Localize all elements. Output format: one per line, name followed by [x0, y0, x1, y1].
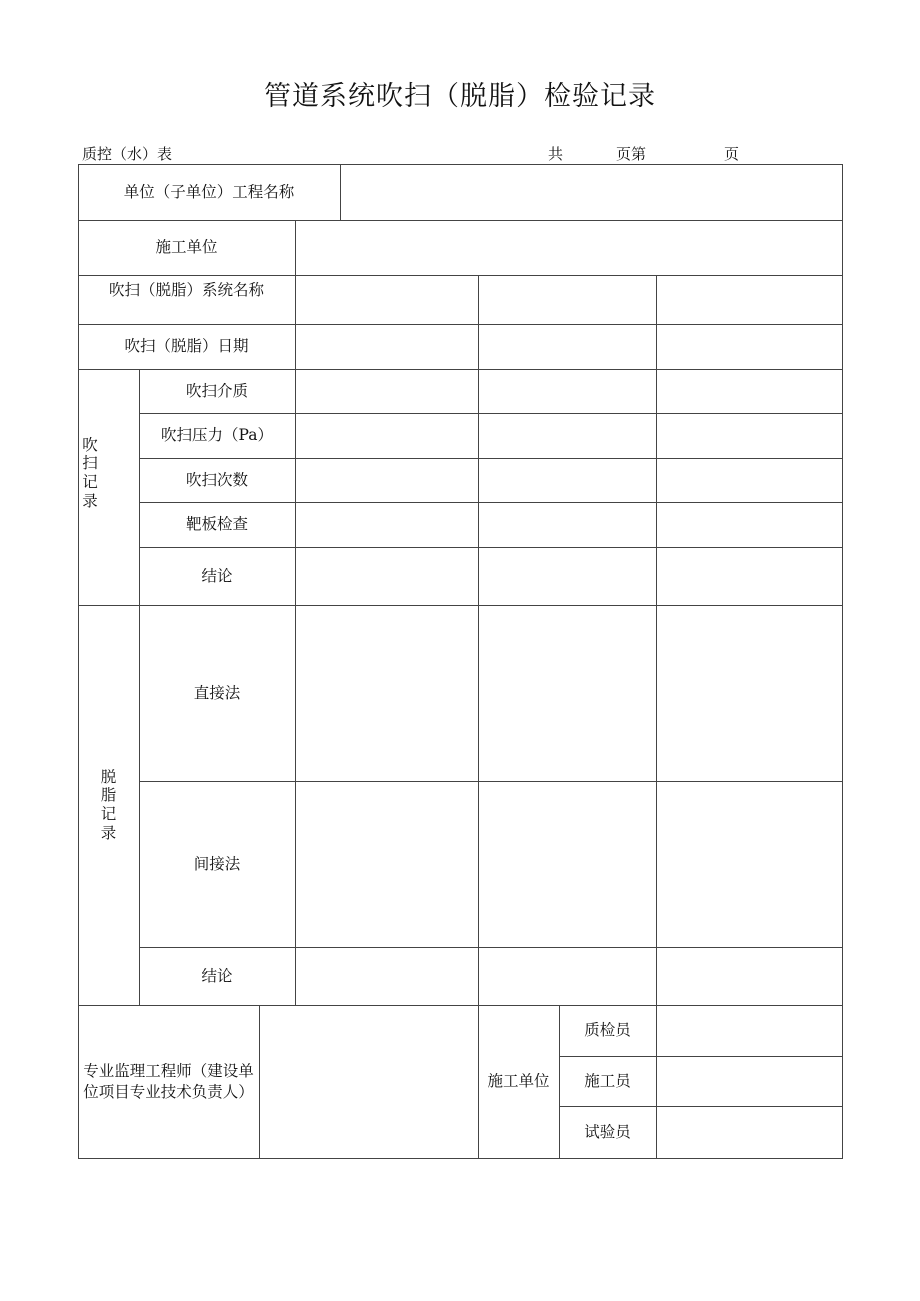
inspection-record-table	[78, 164, 843, 1159]
degrease-record-group-label: 脱 脂 记 录	[100, 767, 117, 842]
project-name-label: 单位（子单位）工程名称	[123, 182, 295, 201]
purge-conclusion-label: 结论	[201, 566, 233, 585]
target-check-label: 靶板检查	[185, 515, 248, 534]
project-name-field[interactable]	[341, 165, 842, 220]
purge-pressure-label: 吹扫压力（Pa）	[161, 426, 273, 445]
purge-record-group-label: 吹 扫 记 录	[82, 435, 98, 510]
purge-medium-label: 吹扫介质	[185, 381, 248, 400]
construction-unit-label: 施工单位	[155, 238, 218, 257]
direct-method-label: 直接法	[193, 683, 241, 702]
quality-inspector-label: 质检员	[584, 1021, 631, 1040]
form-code: 质控（水）表	[82, 145, 173, 163]
construction-unit-field[interactable]	[296, 221, 842, 275]
system-name-label: 吹扫（脱脂）系统名称	[108, 280, 264, 299]
current-page-label: 页第	[616, 145, 647, 163]
purge-times-label: 吹扫次数	[185, 470, 248, 489]
indirect-method-label: 间接法	[193, 854, 241, 873]
total-pages-label: 共	[548, 145, 564, 163]
builder-label: 施工员	[584, 1071, 631, 1090]
supervisor-signature-field[interactable]	[260, 1006, 478, 1158]
form-header	[82, 143, 842, 165]
tester-label: 试验员	[584, 1122, 631, 1141]
document-title: 管道系统吹扫（脱脂）检验记录	[264, 81, 656, 112]
date-label: 吹扫（脱脂）日期	[124, 337, 249, 356]
supervisor-label: 专业监理工程师（建设单位项目专业技术负责人）	[83, 1061, 254, 1101]
page-suffix: 页	[724, 145, 740, 163]
signature-construction-unit-label: 施工单位	[487, 1072, 550, 1091]
degrease-conclusion-label: 结论	[201, 966, 233, 985]
